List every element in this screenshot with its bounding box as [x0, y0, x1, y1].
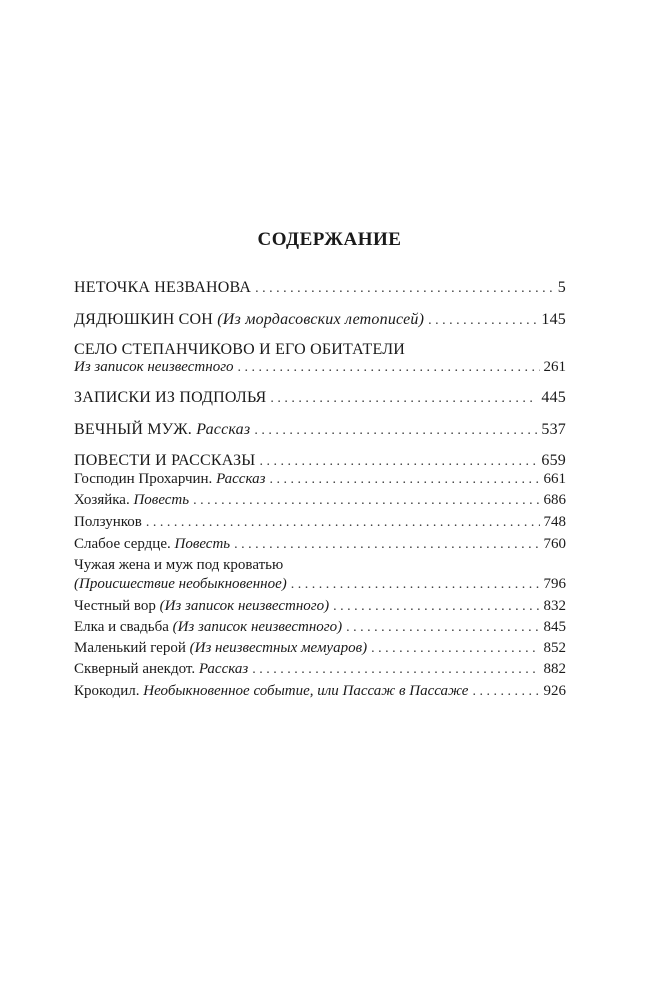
- entry-title: Маленький герой: [74, 640, 186, 656]
- entry-subtitle: Повесть: [133, 492, 190, 508]
- dot-leader: [428, 313, 537, 329]
- contents-title: СОДЕРЖАНИЕ: [257, 229, 402, 250]
- entry-page: 748: [543, 514, 566, 530]
- entry-subtitle: Повесть: [174, 536, 231, 552]
- dot-leader: [333, 599, 539, 615]
- entry-page: 926: [543, 683, 566, 699]
- dot-leader: [255, 281, 554, 297]
- entry-title: Господин Прохарчин.: [74, 471, 213, 487]
- dot-leader: [346, 620, 539, 636]
- entry-page: 882: [543, 661, 566, 677]
- toc-entry: [74, 421, 566, 441]
- entry-subtitle: Необыкновенное событие, или Пассаж в Пассаже: [143, 683, 469, 699]
- entry-page: 845: [543, 619, 566, 635]
- dot-leader: [238, 360, 540, 376]
- entry-subtitle: (Происшествие необыкновенное): [74, 576, 287, 592]
- toc-entry: [74, 452, 566, 472]
- toc-entry: [74, 311, 566, 331]
- entry-subtitle: (Из записок неизвестного): [159, 598, 330, 614]
- toc-entry: [74, 492, 566, 512]
- entry-title: СЕЛО СТЕПАНЧИКОВО И ЕГО ОБИТАТЕЛИ: [74, 341, 406, 358]
- entry-page: 261: [543, 359, 566, 375]
- entry-title: Ползунков: [74, 514, 142, 530]
- dot-leader: [269, 472, 539, 488]
- entry-page: 537: [541, 421, 566, 438]
- entry-page: 832: [543, 598, 566, 614]
- toc-entry: [74, 536, 566, 556]
- toc-entry: [74, 557, 566, 577]
- entry-title: ПОВЕСТИ И РАССКАЗЫ: [74, 452, 256, 469]
- entry-subtitle: Рассказ: [198, 661, 249, 677]
- toc-entry: [74, 598, 566, 618]
- entry-subtitle: (Из неизвестных мемуаров): [189, 640, 368, 656]
- toc-entry: [74, 341, 566, 361]
- entry-subtitle: Рассказ: [216, 471, 266, 487]
- entry-title: Хозяйка.: [74, 492, 130, 508]
- entry-title: Елка и свадьба: [74, 619, 169, 635]
- toc-entry: [74, 683, 566, 703]
- entry-title: ДЯДЮШКИН СОН: [74, 311, 214, 328]
- toc-entry: [74, 619, 566, 639]
- dot-leader: [193, 493, 539, 509]
- entry-page: 659: [541, 452, 566, 469]
- entry-page: 686: [543, 492, 566, 508]
- dot-leader: [259, 454, 537, 470]
- entry-page: 5: [557, 279, 566, 296]
- dot-leader: [234, 537, 539, 553]
- dot-leader: [291, 577, 540, 593]
- dot-leader: [270, 391, 537, 407]
- dot-leader: [146, 515, 540, 531]
- dot-leader: [371, 641, 539, 657]
- dot-leader: [254, 423, 537, 439]
- entry-subtitle: Из записок неизвестного: [74, 359, 234, 375]
- entry-title: ВЕЧНЫЙ МУЖ.: [74, 421, 192, 438]
- toc-entry: [74, 576, 566, 596]
- entry-page: 796: [543, 576, 566, 592]
- toc-entry: [74, 661, 566, 681]
- entry-page: 145: [541, 311, 566, 328]
- toc-entry: [74, 514, 566, 534]
- entry-title: Слабое сердце.: [74, 536, 171, 552]
- entry-title: Крокодил.: [74, 683, 140, 699]
- entry-page: 760: [543, 536, 566, 552]
- entry-title: НЕТОЧКА НЕЗВАНОВА: [74, 279, 252, 296]
- toc-entry: [74, 279, 566, 299]
- entry-page: 445: [541, 389, 566, 406]
- dot-leader: [472, 684, 539, 700]
- entry-page: 852: [543, 640, 566, 656]
- entry-subtitle: (Из записок неизвестного): [172, 619, 343, 635]
- entry-title: Честный вор: [74, 598, 156, 614]
- toc-entry: [74, 389, 566, 409]
- toc-entry: [74, 471, 566, 491]
- entry-title: Скверный анекдот.: [74, 661, 196, 677]
- entry-title: ЗАПИСКИ ИЗ ПОДПОЛЬЯ: [74, 389, 267, 406]
- entry-subtitle: (Из мордасовских летописей): [217, 311, 425, 328]
- dot-leader: [252, 662, 539, 678]
- entry-title: Чужая жена и муж под кроватью: [74, 557, 284, 573]
- entry-subtitle: Рассказ: [196, 421, 251, 438]
- entry-page: 661: [543, 471, 566, 487]
- toc-entry: [74, 640, 566, 660]
- toc-entry: [74, 359, 566, 379]
